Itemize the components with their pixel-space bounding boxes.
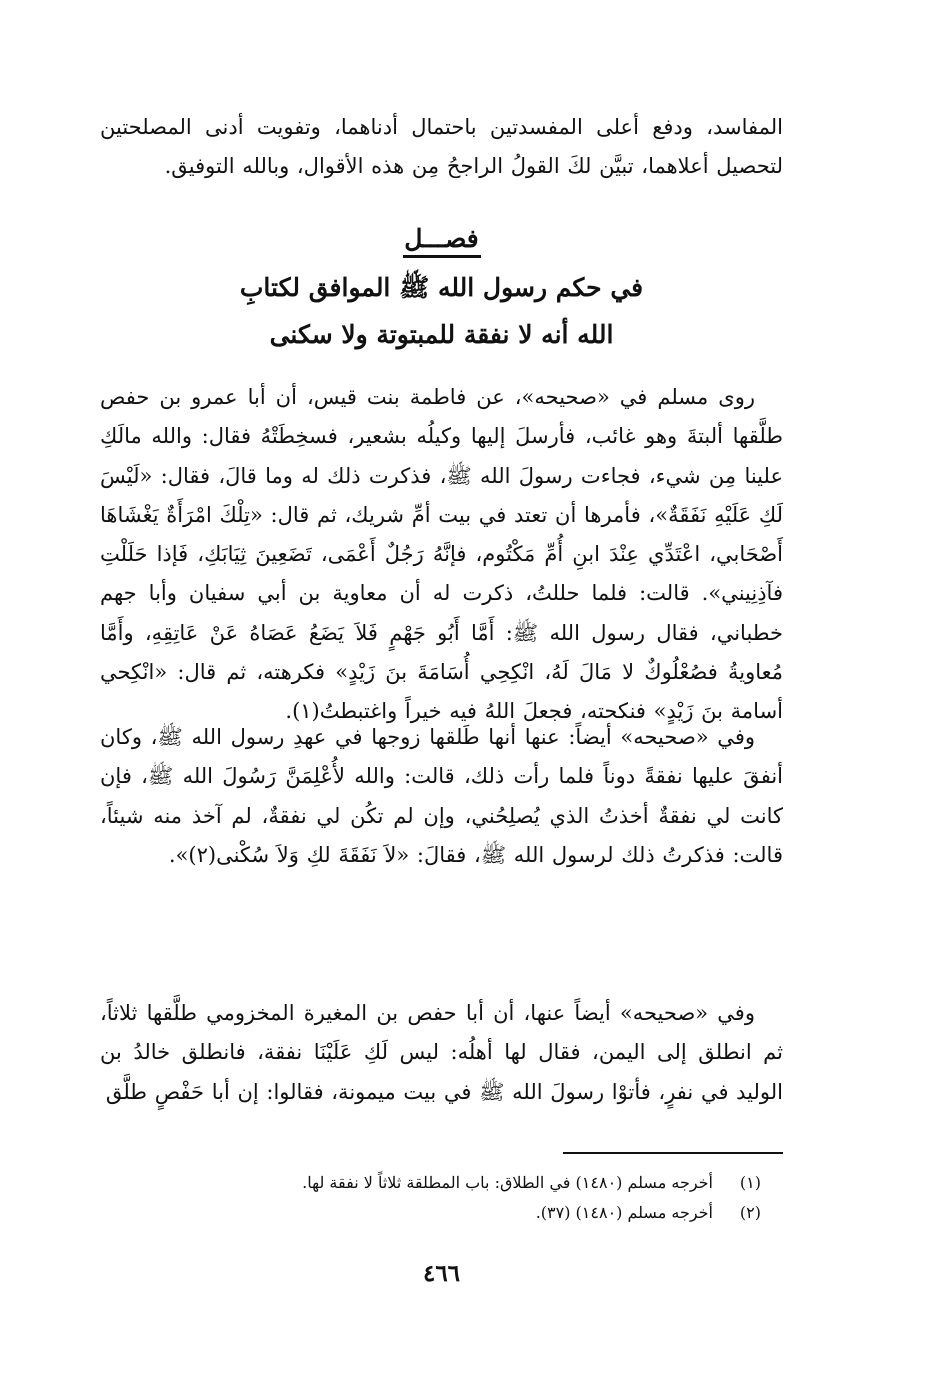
hadith-paragraph-1: روى مسلم في «صحيحه»، عن فاطمة بنت قيس، أن أبا عمرو بن حفص طلَّقها ألبتةَ وهو غائب، فأرسلَ إليها وكيلُه بشعير، فسخِطَتْهُ فقال: والله مالَكِ علينا مِن شيء، فجاءت رسولَ الله ﷺ، فذكرت ذلك له وما قالَ، فقال: «لَيْسَ لَكِ عَلَيْهِ نَفَقَةٌ»، فأمرها أن تعتد في بيت أمِّ شريك، ثم قال: «تِلْكَ امْرَأَةٌ يَغْشَاهَا أَصْحَابي، اعْتَدِّي عِنْدَ ابنِ أُمِّ مَكْتُوم، فإنَّهُ رَجُلٌ أَعْمَى، تَضَعِينَ ثِيَابَكِ، فَإذا حَلَلْتِ فآذِنِيني». قالت: فلما حللتُ، ذكرت له أن معاوية بن أبي سفيان وأبا جهم خطباني، فقال رسول الله ﷺ: أَمَّا أَبُو جَهْمٍ فَلاَ يَضَعُ عَصَاهُ عَنْ عَاتِقِهِ، وأَمَّا مُعاويةُ فصُعْلُوكٌ لا مَالَ لَهُ، انْكِحِي أُسَامَةَ بنَ زَيْدٍ» فكرهته، ثم قال: «انْكِحي أسامة بنَ زَيْدٍ» فنكحته، فجعلَ اللهُ فيه خيراً واغتبطتُ(١). [100, 385, 783, 724]
section-title-line1: في حكم رسول الله ﷺ الموافق لكتابِ [239, 273, 644, 302]
footnotes [100, 1168, 783, 1228]
footnote-separator [563, 1152, 783, 1154]
section-title-line2: الله أنه لا نفقة للمبتوتة ولا سكنى [269, 320, 614, 349]
footnote [100, 1168, 783, 1198]
page-number: ٤٦٦ [422, 1260, 461, 1287]
footnote-marker: (١) [739, 1173, 761, 1192]
intro-paragraph: المفاسد، ودفع أعلى المفسدتين باحتمال أدناهما، وتفويت أدنى المصلحتين لتحصيل أعلاهما، تبيَّن لكَ القولُ الراجحُ مِن هذه الأقوال، وبالله التوفيق. [100, 115, 783, 179]
section-label-underline [403, 255, 481, 258]
footnote [100, 1198, 783, 1228]
section-label [100, 224, 783, 258]
hadith-paragraph-3: وفي «صحيحه» أيضاً عنها، أن أبا حفص بن المغيرة المخزومي طلَّقها ثلاثاً، ثم انطلق إلى اليمن، فقال لها أهلُه: ليس لَكِ عَلَيْنَا نفقة، فانطلق خالدُ بن الوليد في نفرٍ، فأتوْا رسولَ الله ﷺ في بيت ميمونة، فقالوا: إن أبا حَفْصٍ طلَّق [100, 1001, 783, 1104]
footnote-text: أخرجه مسلم (١٤٨٠) في الطلاق: باب المطلقة ثلاثاً لا نفقة لها. [302, 1173, 713, 1192]
section-label-text: فصـــل [404, 224, 479, 253]
hadith-paragraph-2: وفي «صحيحه» أيضاً: عنها أنها طَلقها زوجها في عهدِ رسول الله ﷺ، وكان أنفقَ عليها نفقةً دوناً فلما رأت ذلك، قالت: والله لأُعْلِمَنَّ رَسُولَ الله ﷺ، فإن كانت لي نفقةٌ أخذتُ الذي يُصلِحُني، وإن لم تكُن لي نفقةٌ، لم آخذ منه شيئاً، قالت: فذكرتُ ذلك لرسول الله ﷺ، فقالَ: «لاَ نَفَقَةَ لكِ وَلاَ سُكْنى(٢)». [100, 725, 783, 867]
footnote-marker: (٢) [739, 1203, 761, 1222]
footnote-text: أخرجه مسلم (١٤٨٠) (٣٧). [535, 1203, 713, 1222]
